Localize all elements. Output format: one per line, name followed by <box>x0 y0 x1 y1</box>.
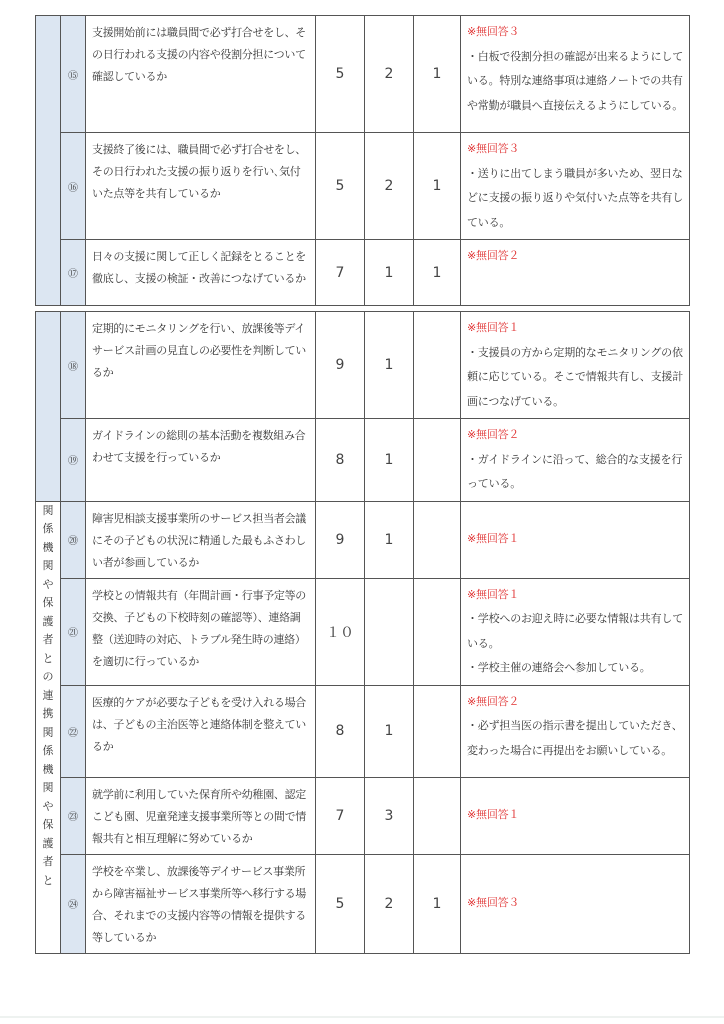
remark-text: ・送りに出てしまう職員が多いため、翌日などに支援の振り返りや気付いた点等を共有している。 <box>467 166 683 229</box>
question-text: 日々の支援に関して正しく記録をとることを徹底し、支援の検証・改善につなげているか <box>86 240 316 306</box>
remarks-cell <box>461 501 690 578</box>
table-row <box>36 312 690 419</box>
category-cell <box>36 312 61 502</box>
remark-text: ・学校主催の連絡会へ参加している。 <box>467 661 651 674</box>
count-neutral: 2 <box>365 133 414 240</box>
count-no: 1 <box>414 16 461 133</box>
count-yes: 9 <box>316 501 365 578</box>
table-row <box>36 777 690 854</box>
remarks-cell <box>461 854 690 953</box>
count-yes: 8 <box>316 685 365 777</box>
question-text: 就学前に利用していた保育所や幼稚園、認定こども園、児童発達支援事業所等との間で情報共有と相互理解に努めているか <box>86 777 316 854</box>
item-number: ⑳ <box>61 501 86 578</box>
evaluation-table-2 <box>35 311 690 954</box>
count-yes: 9 <box>316 312 365 419</box>
count-neutral: 1 <box>365 419 414 502</box>
count-yes: １０ <box>316 578 365 685</box>
remarks-cell <box>461 578 690 685</box>
question-text: ガイドラインの総則の基本活動を複数組み合わせて支援を行っているか <box>86 419 316 502</box>
count-yes: 5 <box>316 854 365 953</box>
count-no: 1 <box>414 854 461 953</box>
no-answer-count: ※無回答３ <box>467 142 520 155</box>
question-text: 医療的ケアが必要な子どもを受け入れる場合は、子どもの主治医等と連絡体制を整えているか <box>86 685 316 777</box>
remarks-cell <box>461 133 690 240</box>
table-row <box>36 501 690 578</box>
count-neutral: 1 <box>365 312 414 419</box>
count-neutral: 1 <box>365 501 414 578</box>
no-answer-count: ※無回答１ <box>467 587 520 601</box>
table-row <box>36 685 690 777</box>
count-yes: 7 <box>316 777 365 854</box>
count-yes: 8 <box>316 419 365 502</box>
count-no <box>414 312 461 419</box>
question-text: 障害児相談支援事業所のサービス担当者会議にその子どもの状況に精通した最もふさわしい者が参画しているか <box>86 501 316 578</box>
question-text: 学校を卒業し、放課後等デイサービス事業所から障害福祉サービス事業所等へ移行する場合、それまでの支援内容等の情報を提供する等しているか <box>86 854 316 953</box>
item-number: ⑮ <box>61 16 86 133</box>
table-row <box>36 133 690 240</box>
remark-text: ・ガイドラインに沿って、総合的な支援を行っている。 <box>467 452 683 490</box>
count-neutral <box>365 578 414 685</box>
question-text: 学校との情報共有（年間計画・行事予定等の交換、子どもの下校時刻の確認等）、連絡調整（送迎時の対応、トラブル発生時の連絡）を適切に行っているか <box>86 578 316 685</box>
remark-text: ・支援員の方から定期的なモニタリングの依頼に応じている。そこで情報共有し、支援計画につなげている。 <box>467 345 683 408</box>
table-row <box>36 240 690 306</box>
question-text: 定期的にモニタリングを行い、放課後等デイサービス計画の見直しの必要性を判断しているか <box>86 312 316 419</box>
remarks-cell <box>461 240 690 306</box>
remarks-cell <box>461 777 690 854</box>
item-number: ⑱ <box>61 312 86 419</box>
remarks-cell <box>461 685 690 777</box>
item-number: ⑲ <box>61 419 86 502</box>
count-no <box>414 419 461 502</box>
count-no <box>414 578 461 685</box>
table-row <box>36 16 690 133</box>
remark-text: ・必ず担当医の指示書を提出していただき、変わった場合に再提出をお願いしている。 <box>467 719 683 757</box>
question-text: 支援終了後には、職員間で必ず打合せをし、その日行われた支援の振り返りを行い､気付いた点等を共有しているか <box>86 133 316 240</box>
item-number: ㉔ <box>61 854 86 953</box>
item-number: ⑰ <box>61 240 86 306</box>
table-row <box>36 419 690 502</box>
evaluation-table-1 <box>35 15 690 306</box>
no-answer-count: ※無回答３ <box>467 896 520 910</box>
category-label: 関係機関や保護者との連携関係機関や保護者と <box>42 503 54 887</box>
no-answer-count: ※無回答３ <box>467 25 520 38</box>
no-answer-count: ※無回答２ <box>467 694 520 708</box>
table-row <box>36 854 690 953</box>
item-number: ㉒ <box>61 685 86 777</box>
remark-text: ・学校へのお迎え時に必要な情報は共有している。 <box>467 612 683 650</box>
count-neutral: 2 <box>365 854 414 953</box>
count-yes: 7 <box>316 240 365 306</box>
page-footer-line <box>0 1016 724 1018</box>
count-no: 1 <box>414 240 461 306</box>
item-number: ⑯ <box>61 133 86 240</box>
no-answer-count: ※無回答２ <box>467 249 520 262</box>
remark-text: ・白板で役割分担の確認が出来るようにしている。特別な連絡事項は連絡ノートでの共有や常勤が職員へ直接伝えるようにしている。 <box>467 49 683 112</box>
no-answer-count: ※無回答１ <box>467 808 520 822</box>
no-answer-count: ※無回答１ <box>467 321 520 334</box>
count-no <box>414 501 461 578</box>
count-yes: 5 <box>316 133 365 240</box>
count-neutral: 1 <box>365 240 414 306</box>
question-text: 支援開始前には職員間で必ず打合せをし、その日行われる支援の内容や役割分担について確認しているか <box>86 16 316 133</box>
item-number: ㉑ <box>61 578 86 685</box>
no-answer-count: ※無回答２ <box>467 428 520 441</box>
count-yes: 5 <box>316 16 365 133</box>
remarks-cell <box>461 16 690 133</box>
count-no <box>414 777 461 854</box>
count-neutral: 1 <box>365 685 414 777</box>
item-number: ㉓ <box>61 777 86 854</box>
category-cell <box>36 501 61 953</box>
remarks-cell <box>461 419 690 502</box>
category-cell <box>36 16 61 306</box>
count-no <box>414 685 461 777</box>
no-answer-count: ※無回答１ <box>467 532 520 546</box>
remarks-cell <box>461 312 690 419</box>
count-no: 1 <box>414 133 461 240</box>
count-neutral: 3 <box>365 777 414 854</box>
count-neutral: 2 <box>365 16 414 133</box>
table-row <box>36 578 690 685</box>
